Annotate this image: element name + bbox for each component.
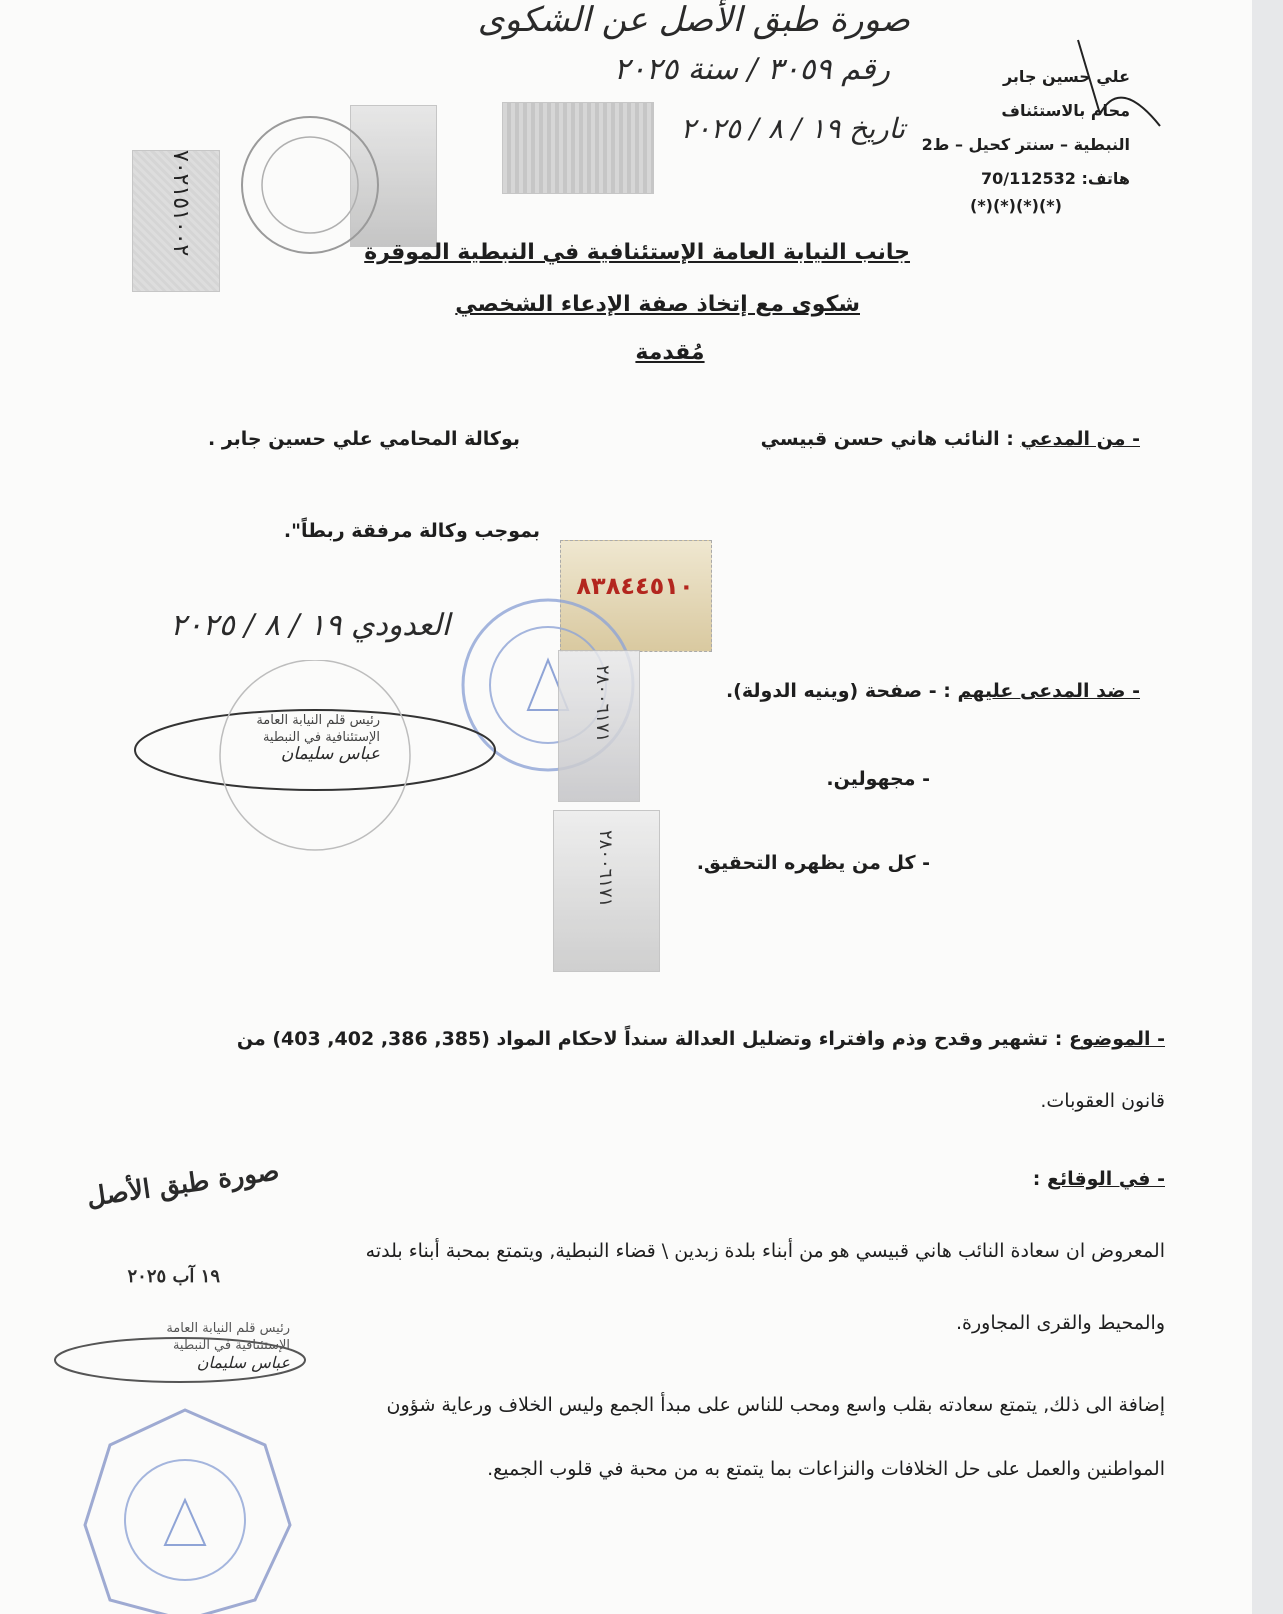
subject-label: - الموضوع: [1068, 1028, 1165, 1050]
clerk-seal-line1: رئيس قلم النيابة العامة: [256, 713, 380, 728]
heading-authority: جانب النيابة العامة الإستئنافية في النبطية الموقرة: [364, 240, 910, 265]
defendant-item-1: : - صفحة (وينيه الدولة).: [725, 680, 951, 702]
clerk-seal-line2: الإستئنافية في النبطية: [262, 730, 380, 745]
revenue-stamp-number: ٧٠٢١٥١٠٠٢: [168, 150, 193, 257]
handwritten-date: تاريخ ١٩ / ٨ / ٢٠٢٥: [680, 112, 905, 145]
vertical-stamp-1-number: ٢٨٠٠٦١٧١: [592, 665, 613, 743]
handwritten-received-date: العدودي ١٩ / ٨ / ٢٠٢٥: [170, 608, 450, 643]
defendant-item-2: - مجهولين.: [826, 768, 930, 790]
heading-submitted: مُقدمة: [635, 340, 705, 365]
subject-line: [185, 1028, 1165, 1050]
lawyer-extra: (*)(*)(*)(*): [970, 196, 1062, 215]
page-edge-margin: [1252, 0, 1283, 1614]
facts-paragraph-1: المعروض ان سعادة النائب هاني قبيسي هو من أبناء بلدة زبدين \ قضاء النبطية, ويتمتع بمحبة أبناء بلدته: [365, 1240, 1165, 1262]
clerk-seal-lower-text: [80, 1320, 290, 1371]
facts-label: - في الوقائع: [1046, 1168, 1165, 1190]
clerk-seal-lower-line3: عباس سليمان: [196, 1353, 290, 1372]
lawyer-title: محام بالاستئناف: [1001, 101, 1130, 120]
lawyer-name: علي حسين جابر: [1002, 67, 1130, 86]
defendants-line: [690, 680, 1140, 702]
lawyer-phone-row: [900, 162, 1130, 196]
clerk-seal-lower-line2: الإستئنافية في النبطية: [172, 1338, 290, 1353]
lawyer-address: النبطية – سنتر كحيل – ط2: [921, 135, 1130, 154]
vertical-stamp-2-number: ٢٨٠٠٦١٧١: [595, 830, 616, 908]
facts-heading: [1010, 1168, 1165, 1190]
lawyer-phone-label: هاتف:: [1081, 169, 1130, 188]
defendants-label: - ضد المدعى عليهم: [957, 680, 1140, 702]
signature-mark: [1060, 36, 1170, 156]
subject-text: : تشهير وقدح وذم وافتراء وتضليل العدالة سنداً لاحكام المواد (385, 386, 402, 403) من: [236, 1028, 1063, 1050]
barcode-stamp: [502, 102, 654, 194]
facts-paragraph-2b: المواطنين والعمل على حل الخلافات والنزاعات بما يتمتع به من محبة في قلوب الجميع.: [487, 1458, 1165, 1480]
plaintiff-line: [640, 428, 1140, 450]
defendant-item-3: - كل من يظهره التحقيق.: [696, 852, 930, 874]
clerk-seal-lower-line1: رئيس قلم النيابة العامة: [166, 1321, 290, 1336]
facts-paragraph-2: إضافة الى ذلك, يتمتع سعادته بقلب واسع ومحب للناس على مبدأ الجمع وليس الخلاف ورعاية شؤون: [386, 1394, 1165, 1416]
handwritten-number: رقم ٣٠٥٩ / سنة ٢٠٢٥: [613, 52, 890, 87]
heading-complaint: شكوى مع إتخاذ صفة الإدعاء الشخصي: [455, 292, 860, 317]
handwritten-copy-note: صورة طبق الأصل عن الشكوى: [477, 0, 910, 40]
clerk-seal-line3: عباس سليمان: [280, 744, 380, 764]
plaintiff-agent: بوكالة المحامي علي حسين جابر .: [208, 428, 520, 450]
plaintiff-label: - من المدعي: [1020, 428, 1140, 450]
plaintiff-value: : النائب هاني حسن قبيسي: [760, 428, 1014, 450]
plaintiff-power-of-attorney: بموجب وكالة مرفقة ربطاً".: [283, 520, 540, 542]
lawyer-phone: 70/112532: [980, 169, 1076, 188]
clerk-seal-text: [180, 712, 380, 763]
facts-colon: :: [1032, 1168, 1041, 1190]
subject-text-2: قانون العقوبات.: [1040, 1090, 1165, 1112]
copy-stamp-date: ١٩ آب ٢٠٢٥: [127, 1266, 220, 1287]
round-seal-top: [235, 110, 385, 260]
fiscal-stamp-number: ٨٣٨٤٤٥١٠: [576, 572, 694, 600]
facts-paragraph-1b: والمحيط والقرى المجاورة.: [956, 1312, 1165, 1334]
copy-stamp: صورة طبق الأصل: [84, 1156, 282, 1213]
